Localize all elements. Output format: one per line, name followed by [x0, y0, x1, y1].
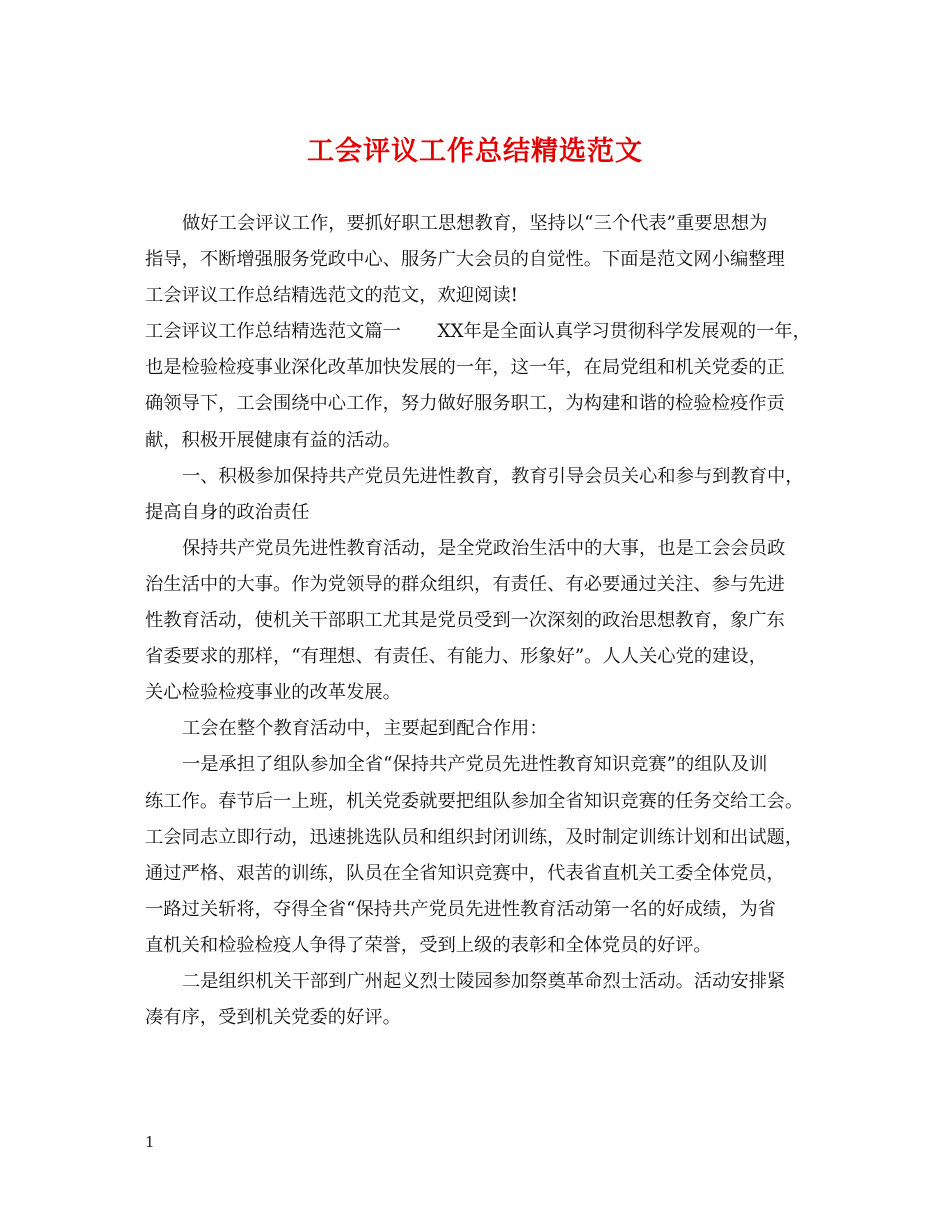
body-line: 做好工会评议工作，要抓好职工思想教育，坚持以“三个代表”重要思想为: [182, 213, 768, 234]
body-line: 一是承担了组队参加全省“保持共产党员先进性教育知识竞赛”的组队及训: [182, 754, 768, 776]
body-line: 确领导下，工会围绕中心工作，努力做好服务职工，为构建和谐的检验检疫作贡: [145, 393, 785, 415]
body-line: 一、积极参加保持共产党员先进性教育，教育引导会员关心和参与到教育中，: [182, 465, 804, 487]
body-line: 一路过关斩将，夺得全省“保持共产党员先进性教育活动第一名的好成绩，为省: [145, 898, 776, 920]
body-line: 治生活中的大事。作为党领导的群众组织，有责任、有必要通过关注、参与先进: [145, 573, 785, 595]
body-line: 献，积极开展健康有益的活动。: [145, 429, 401, 451]
body-line: 工会同志立即行动，迅速挑选队员和组织封闭训练，及时制定训练计划和出试题，: [145, 826, 804, 848]
body-line: 练工作。春节后一上班，机关党委就要把组队参加全省知识竞赛的任务交给工会。: [145, 790, 804, 812]
body-line: 关心检验检疫事业的改革发展。: [145, 682, 401, 704]
body-line: 也是检验检疫事业深化改革加快发展的一年，这一年，在局党组和机关党委的正: [145, 357, 785, 379]
page-number: 1: [145, 1133, 155, 1151]
body-line: 省委要求的那样，“有理想、有责任、有能力、形象好”。人人关心党的建设，: [145, 646, 767, 668]
document-title: 工会评议工作总结精选范文: [307, 136, 643, 167]
body-line: 提高自身的政治责任: [145, 501, 310, 523]
body-line: 工会评议工作总结精选范文的范文，欢迎阅读!: [145, 285, 518, 307]
body-line: 二是组织机关干部到广州起义烈士陵园参加祭奠革命烈士活动。活动安排紧: [182, 970, 786, 992]
body-line: 指导，不断增强服务党政中心、服务广大会员的自觉性。下面是范文网小编整理: [145, 249, 785, 271]
body-line: 直机关和检验检疫人争得了荣誉，受到上级的表彰和全体党员的好评。: [145, 934, 712, 956]
body-line: 性教育活动，使机关干部职工尤其是党员受到一次深刻的政治思想教育，象广东: [145, 610, 785, 632]
body-line: 凑有序，受到机关党委的好评。: [145, 1007, 401, 1029]
body-line: 通过严格、艰苦的训练，队员在全省知识竞赛中，代表省直机关工委全体党员，: [145, 862, 785, 884]
body-line: 保持共产党员先进性教育活动，是全党政治生活中的大事，也是工会会员政: [182, 537, 786, 559]
body-line: 工会在整个教育活动中，主要起到配合作用：: [182, 718, 548, 740]
body-line: 工会评议工作总结精选范文篇一 XX年是全面认真学习贯彻科学发展观的一年，: [145, 321, 811, 343]
document-body: [145, 206, 811, 1036]
